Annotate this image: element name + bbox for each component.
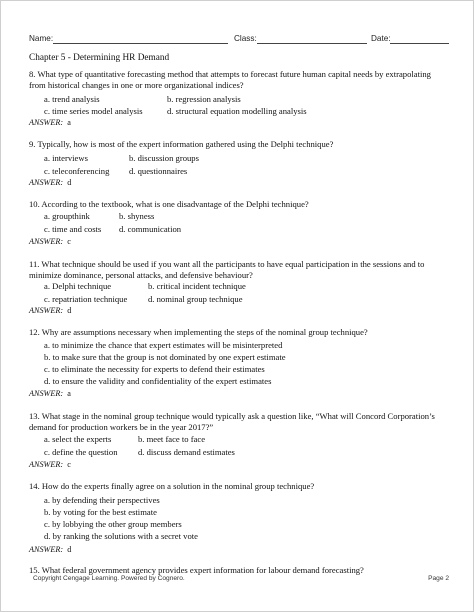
- q14-option-c: c. by lobbying the other group members: [44, 519, 182, 529]
- answer-value: a: [67, 389, 71, 398]
- q10-option-a: a. groupthink: [44, 211, 90, 221]
- footer-page-number: Page 2: [428, 575, 449, 582]
- question-15-stem: 15. What federal government agency provides expert information for labour demand forecasting?: [29, 565, 364, 575]
- answer-label: ANSWER:: [29, 306, 64, 315]
- name-field-line: [53, 43, 228, 44]
- answer-label: ANSWER:: [29, 118, 64, 127]
- q13-option-a: a. select the experts: [44, 434, 112, 444]
- date-label: Date:: [371, 34, 391, 43]
- q12-option-d: d. to ensure the validity and confidentiality of the expert estimates: [44, 376, 272, 386]
- question-8-stem: 8. What type of quantitative forecasting method that attempts to forecast future human capital needs by extrapolating from historical changes in one or more organizational indices?: [29, 69, 431, 91]
- question-14-stem: 14. How do the experts finally agree on a solution in the nominal group technique?: [29, 481, 315, 491]
- q13-answer: [29, 460, 71, 469]
- q13-option-d: d. discuss demand estimates: [138, 447, 235, 457]
- q11-option-c: c. repatriation technique: [44, 294, 128, 304]
- q9-answer: [29, 178, 71, 187]
- date-field-line: [390, 43, 449, 44]
- question-12-stem: 12. Why are assumptions necessary when implementing the steps of the nominal group technique?: [29, 327, 368, 337]
- name-label: Name:: [29, 34, 54, 43]
- answer-label: ANSWER:: [29, 178, 64, 187]
- worksheet-header: [29, 34, 449, 46]
- answer-value: d: [67, 306, 72, 315]
- q14-option-a: a. by defending their perspectives: [44, 495, 160, 505]
- q14-option-d: d. by ranking the solutions with a secret vote: [44, 531, 198, 541]
- chapter-title: Chapter 5 - Determining HR Demand: [29, 53, 170, 63]
- q9-option-d: d. questionnaires: [129, 166, 188, 176]
- answer-label: ANSWER:: [29, 460, 64, 469]
- q12-answer: [29, 389, 71, 398]
- q10-option-c: c. time and costs: [44, 224, 102, 234]
- q13-option-b: b. meet face to face: [138, 434, 206, 444]
- q10-answer: [29, 237, 71, 246]
- question-9-stem: 9. Typically, how is most of the expert information gathered using the Delphi technique?: [29, 139, 334, 149]
- q11-option-d: d. nominal group technique: [148, 294, 243, 304]
- q11-answer: [29, 306, 71, 315]
- class-field-line: [257, 43, 367, 44]
- answer-value: a: [67, 118, 71, 127]
- question-10-stem: 10. According to the textbook, what is one disadvantage of the Delphi technique?: [29, 199, 309, 209]
- q14-answer: [29, 545, 71, 554]
- answer-label: ANSWER:: [29, 237, 64, 246]
- q8-option-c: c. time series model analysis: [44, 106, 143, 116]
- answer-value: d: [67, 178, 72, 187]
- footer-copyright: Copyright Cengage Learning. Powered by Cognero.: [33, 575, 185, 582]
- q12-option-b: b. to make sure that the group is not dominated by one expert estimate: [44, 352, 286, 362]
- q9-option-b: b. discussion groups: [129, 153, 199, 163]
- q12-option-a: a. to minimize the chance that expert estimates will be misinterpreted: [44, 340, 283, 350]
- q9-option-a: a. interviews: [44, 153, 88, 163]
- q11-option-a: a. Delphi technique: [44, 281, 112, 291]
- q8-answer: [29, 118, 71, 127]
- q14-option-b: b. by voting for the best estimate: [44, 507, 157, 517]
- answer-label: ANSWER:: [29, 545, 64, 554]
- q10-option-b: b. shyness: [119, 211, 155, 221]
- q8-option-d: d. structural equation modelling analysis: [167, 106, 307, 116]
- q10-option-d: d. communication: [119, 224, 182, 234]
- question-11-stem: 11. What technique should be used if you want all the participants to have equal participation in the sessions and to minimize dominance, personal attacks, and defensive behaviour?: [29, 259, 425, 281]
- q13-option-c: c. define the question: [44, 447, 118, 457]
- answer-value: c: [67, 460, 71, 469]
- answer-label: ANSWER:: [29, 389, 64, 398]
- question-13-stem: 13. What stage in the nominal group technique would typically ask a question like, “What will Concord Corporation’s demand for production workers be in the year 2017?”: [29, 411, 435, 433]
- answer-value: c: [67, 237, 71, 246]
- answer-value: d: [67, 545, 72, 554]
- class-label: Class:: [234, 34, 257, 43]
- q11-option-b: b. critical incident technique: [148, 281, 246, 291]
- q8-option-b: b. regression analysis: [167, 94, 241, 104]
- q8-option-a: a. trend analysis: [44, 94, 100, 104]
- q9-option-c: c. teleconferencing: [44, 166, 110, 176]
- q12-option-c: c. to eliminate the necessity for experts to defend their estimates: [44, 364, 265, 374]
